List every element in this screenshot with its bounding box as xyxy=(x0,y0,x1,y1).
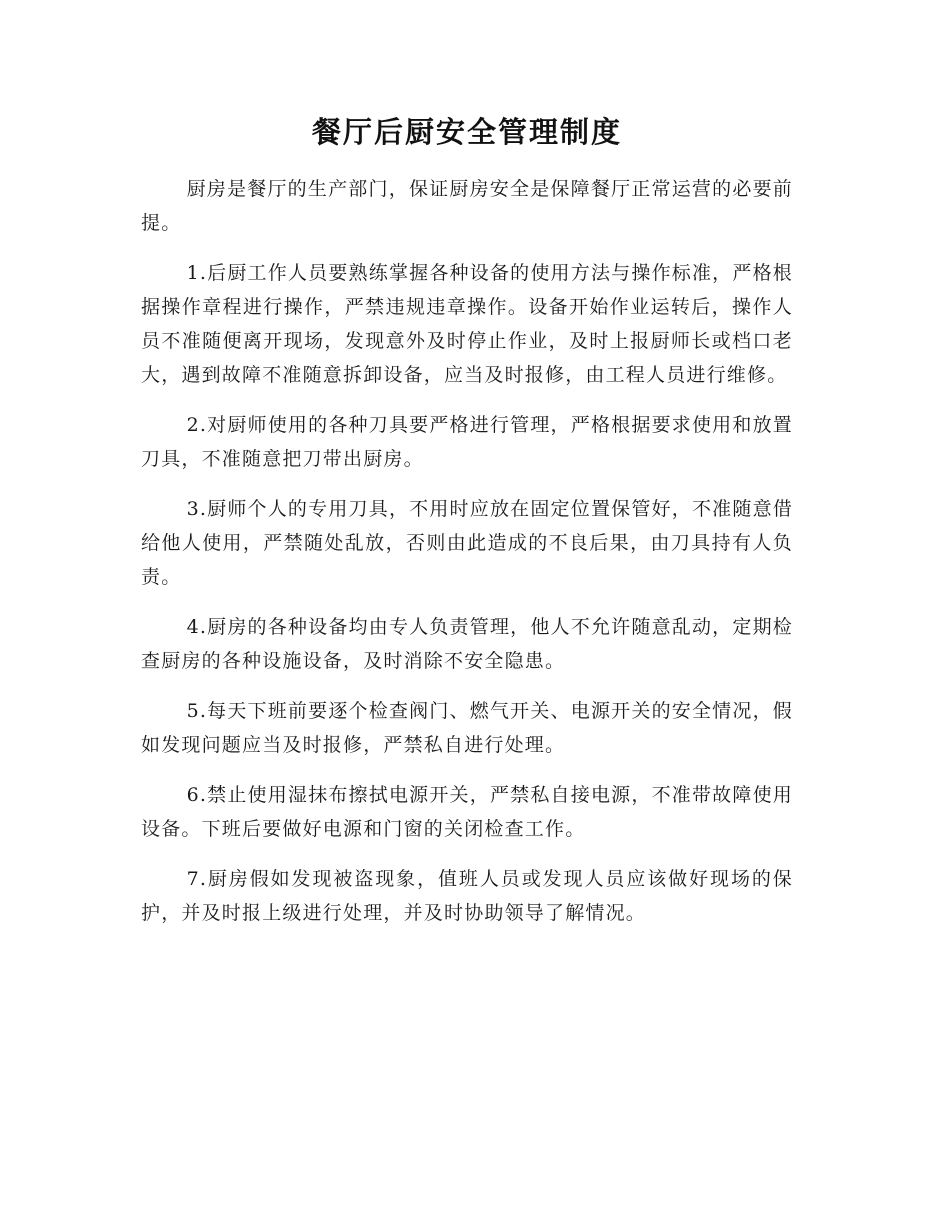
rule-paragraph-5: 5.每天下班前要逐个检查阀门、燃气开关、电源开关的安全情况，假如发现问题应当及时报修，严禁私自进行处理。 xyxy=(141,700,793,756)
rule-paragraph-1: 1.后厨工作人员要熟练掌握各种设备的使用方法与操作标准，严格根据操作章程进行操作，严禁违规违章操作。设备开始作业运转后，操作人员不准随便离开现场，发现意外及时停止作业，及时上报厨师长或档口老大，遇到故障不准随意拆卸设备，应当及时报修，由工程人员进行维修。 xyxy=(141,262,793,386)
rule-paragraph-6: 6.禁止使用湿抹布擦拭电源开关，严禁私自接电源，不准带故障使用设备。下班后要做好电源和门窗的关闭检查工作。 xyxy=(141,784,793,840)
intro-paragraph: 厨房是餐厅的生产部门，保证厨房安全是保障餐厅正常运营的必要前提。 xyxy=(141,178,793,234)
document-body xyxy=(141,108,793,946)
rule-paragraph-3: 3.厨师个人的专用刀具，不用时应放在固定位置保管好，不准随意借给他人使用，严禁随处乱放，否则由此造成的不良后果，由刀具持有人负责。 xyxy=(141,498,793,588)
document-title: 餐厅后厨安全管理制度 xyxy=(311,115,622,149)
rule-paragraph-4: 4.厨房的各种设备均由专人负责管理，他人不允许随意乱动，定期检查厨房的各种设施设备，及时消除不安全隐患。 xyxy=(141,616,793,672)
rule-paragraph-7: 7.厨房假如发现被盗现象，值班人员或发现人员应该做好现场的保护，并及时报上级进行处理，并及时协助领导了解情况。 xyxy=(141,868,793,924)
rule-paragraph-2: 2.对厨师使用的各种刀具要严格进行管理，严格根据要求使用和放置刀具，不准随意把刀带出厨房。 xyxy=(141,414,793,470)
